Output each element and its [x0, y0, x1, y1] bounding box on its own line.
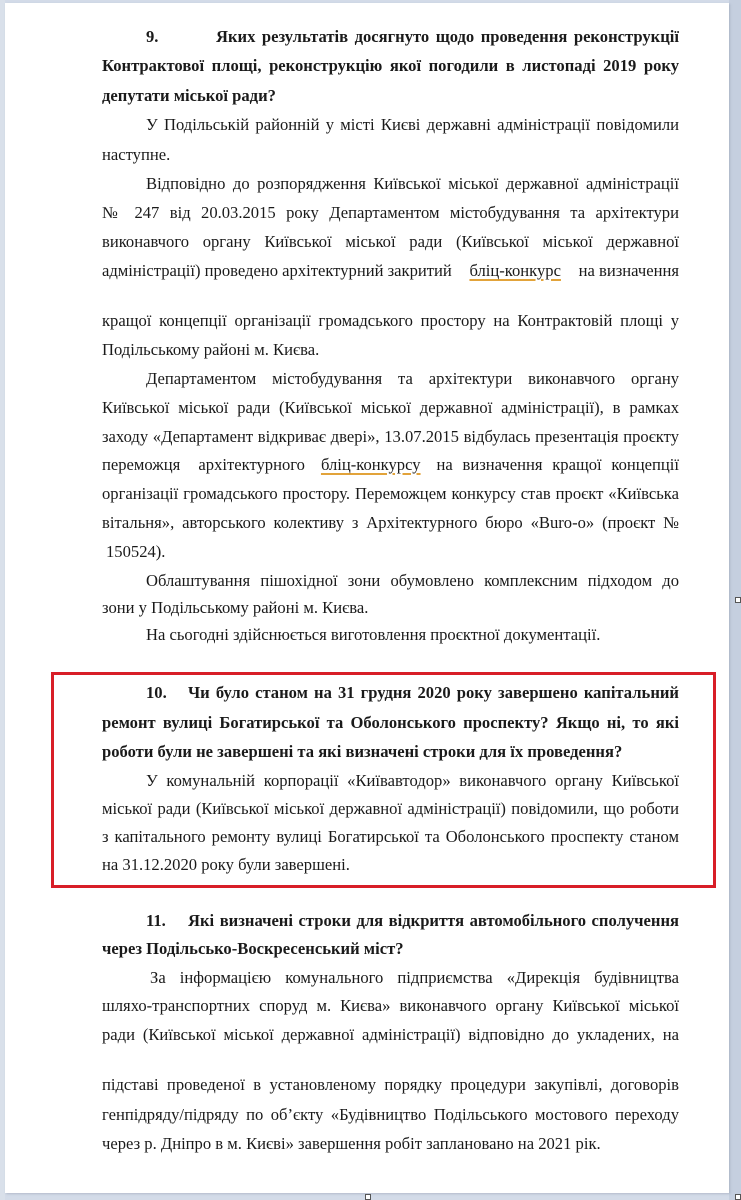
- q11-title-text: Які визначені строки для відкриття автомобільного сполучення: [188, 911, 679, 930]
- q9-p3-line-7: 150524).: [106, 542, 166, 561]
- q9-p2-line-1: Відповідно до розпорядження Київської міської державної адміністрації: [146, 174, 679, 193]
- q11-number: 11.: [146, 911, 166, 930]
- spellcheck-word[interactable]: бліц-конкурсу: [320, 455, 421, 474]
- q9-p1-line-1: У Подільській районній у місті Києві державні адміністрації повідомили: [146, 115, 679, 134]
- q9-p2-line-2: № 247 від 20.03.2015 року Департаментом містобудування та архітектури: [102, 203, 679, 222]
- q10-title-text: Чи було станом на 31 грудня 2020 року завершено капітальний: [188, 683, 679, 702]
- q11-title-line-2: через Подільсько-Воскресенський міст?: [102, 939, 404, 958]
- q10-answer-line-3: з капітального ремонту вулиці Богатирської та Оболонського проспекту станом: [102, 827, 679, 846]
- q10-answer-line-4: на 31.12.2020 року були завершені.: [102, 855, 350, 874]
- q9-p3-line-2: Київської міської ради (Київської міської державної адміністрації), в рамках: [102, 398, 679, 417]
- q9-p3-line-5: організації громадського простору. Переможцем конкурсу став проєкт «Київська: [102, 484, 679, 503]
- q11-answer-line-5: генпідряду/підряду по об’єкту «Будівництво Подільського мостового переходу: [102, 1105, 679, 1124]
- q9-title-line-2: Контрактової площі, реконструкцію якої погодили в листопаді 2019 року: [102, 56, 679, 75]
- q10-title-line-3: роботи були не завершені та які визначені строки для їх проведення?: [102, 742, 623, 761]
- q11-answer-line-4: підставі проведеної в установленому порядку процедури закупівлі, договорів: [102, 1075, 679, 1094]
- q9-p2-line-3: виконавчого органу Київської міської ради (Київської міської державної: [102, 232, 679, 251]
- q9-title-line-3: депутати міської ради?: [102, 86, 276, 105]
- resize-handle-right[interactable]: [735, 597, 741, 603]
- resize-handle-bottom[interactable]: [365, 1194, 371, 1200]
- q9-number: 9.: [146, 27, 159, 46]
- q9-p4-line-1: Облаштування пішохідної зони обумовлено комплексним підходом до: [146, 571, 679, 590]
- q9-p3-line-4-text: переможця архітектурного: [102, 455, 305, 474]
- q9-title-text: Яких результатів досягнуто щодо проведення реконструкції: [216, 27, 679, 46]
- q9-p5-line-1: На сьогодні здійснюється виготовлення проєктної документації.: [146, 625, 601, 644]
- q9-p3-line-6: вітальня», авторського колективу з Архітектурного бюро «Buro-o» (проєкт №: [102, 513, 679, 532]
- q10-title-line-1: [146, 683, 679, 703]
- q9-p1-line-2: наступне.: [102, 145, 171, 164]
- q9-p2-line-4: [102, 261, 679, 281]
- q11-answer-line-6: через р. Дніпро в м. Києві» завершення робіт заплановано на 2021 рік.: [102, 1134, 601, 1153]
- q9-p3-line-4: [102, 455, 679, 475]
- q9-p2-line-5: кращої концепції організації громадського простору на Контрактовій площі у: [102, 311, 679, 330]
- q9-p2-line-4-tail: на визначення: [578, 261, 679, 280]
- resize-handle-corner[interactable]: [735, 1194, 741, 1200]
- q9-title-line-1: [146, 27, 679, 47]
- q11-answer-line-3: ради (Київської міської державної адміністрації) відповідно до укладених, на: [102, 1025, 679, 1044]
- q10-title-line-2: ремонт вулиці Богатирської та Оболонського проспекту? Якщо ні, то які: [102, 713, 679, 732]
- q9-p3-line-3: заходу «Департамент відкриває двері», 13.07.2015 відбулась презентація проєкту: [102, 427, 679, 446]
- q11-answer-line-2: шляхо-транспортних споруд м. Києва» виконавчого органу Київської міської: [102, 996, 679, 1015]
- q11-title-line-1: [146, 911, 679, 931]
- q9-p2-line-4-text: адміністрації) проведено архітектурний закритий: [102, 261, 452, 280]
- q9-p3-line-4-tail: на визначення кращої концепції: [436, 455, 679, 474]
- q9-p2-line-6: Подільському районі м. Києва.: [102, 340, 320, 359]
- q9-p4-line-2: зони у Подільському районі м. Києва.: [102, 598, 369, 617]
- q11-answer-line-1: За інформацією комунального підприємства «Дирекція будівництва: [150, 968, 679, 987]
- spellcheck-word[interactable]: бліц-конкурс: [469, 261, 561, 280]
- q10-number: 10.: [146, 683, 167, 702]
- q9-p3-line-1: Департаментом містобудування та архітектури виконавчого органу: [146, 369, 679, 388]
- q10-answer-line-1: У комунальній корпорації «Київавтодор» виконавчого органу Київської: [146, 771, 679, 790]
- q10-answer-line-2: міської ради (Київської міської державної адміністрації) повідомили, що роботи: [102, 799, 679, 818]
